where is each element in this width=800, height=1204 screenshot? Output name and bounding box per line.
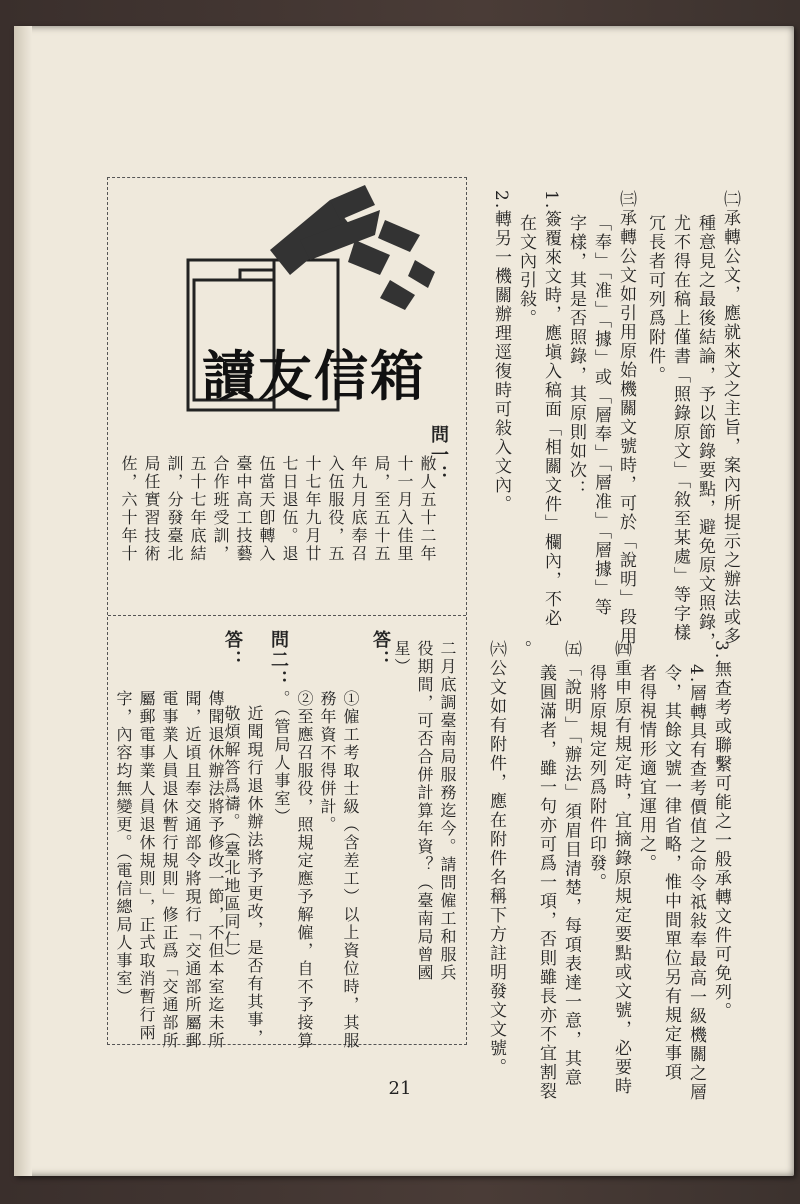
- question-1-label: 問一：: [428, 425, 449, 485]
- text-line: 敬煩解答爲禱。（臺北地區同仁）: [222, 705, 241, 967]
- text-line: 屬郵電事業人員退休規則」，正式取消暫行兩: [137, 690, 156, 1042]
- text-line: 電事業人員退休暫行規則」修正爲「交通部所: [160, 690, 179, 1050]
- text-line: 佐，六十年十: [119, 455, 138, 563]
- text-line: 尤不得在稿上僅書「照錄原文」「敘至某處」等字樣: [670, 214, 690, 643]
- page-gutter: [14, 26, 32, 1176]
- text-line: 。（管局人事室）: [272, 690, 291, 826]
- text-line: 星）: [392, 640, 411, 676]
- text-line: 十一月入佳里: [395, 455, 414, 563]
- text-line: 役期間，可否合併計算年資？（臺南局曾國: [415, 640, 434, 982]
- question-1-text: [117, 455, 439, 620]
- text-line: 傳聞退休辦法將予修改一節，不但本室迄未所: [206, 690, 225, 1050]
- text-line: ①僱工考取士級（含差工）以上資位時，其服: [341, 690, 360, 1050]
- text-line: 合作班受訓，: [211, 455, 230, 563]
- text-line: 3.無查考或聯繫可能之一般承轉文件可免列。: [711, 640, 731, 1022]
- answer-2-label: 答：: [222, 630, 243, 670]
- text-line: 入伍服役，五: [326, 455, 345, 563]
- answer-1-text: [270, 690, 362, 1050]
- text-line: 訓，分發臺北: [165, 455, 184, 563]
- text-line: 者得視情形適宜運用之。: [636, 664, 656, 873]
- text-line: 伍當天卽轉入: [257, 455, 276, 563]
- text-line: 在文內引敍。: [516, 214, 536, 328]
- mailbox-illustration: [180, 180, 445, 420]
- answer-2-text: [112, 690, 227, 1050]
- text-line: 4.層轉具有查考價值之命令祗敍奉最高一級機關之層: [686, 664, 706, 1103]
- text-line: 。: [511, 640, 531, 659]
- text-line: 得將原規定列爲附件印發。: [586, 664, 606, 892]
- mailbox-title: 讀友信箱: [202, 345, 426, 408]
- text-line: 2.轉另一機關辦理逕復時可敍入文內。: [491, 190, 511, 515]
- text-line: 冗長者可列爲附件。: [645, 214, 665, 385]
- text-line: 二月底調臺南局服務迄今。請問僱工和服兵: [438, 640, 457, 982]
- question-2-label: 問二：: [268, 630, 289, 690]
- text-line: ㈣重申原有規定時，宜摘錄原規定要點或文號，必要時: [611, 640, 631, 1096]
- text-line: 局任實習技術: [142, 455, 161, 563]
- text-line: 五十七年底結: [188, 455, 207, 563]
- text-line: 敝人五十二年: [418, 455, 437, 563]
- text-line: 種意見之最後結論，予以節錄要點，避免原文照錄，: [695, 214, 715, 651]
- text-line: 近聞現行退休辦法將予更改，是否有其事，: [245, 705, 264, 1047]
- page-number: 21: [388, 1078, 412, 1099]
- text-line: ㈤「說明」「辦法」須眉目清楚，每項表達一意，其意: [561, 640, 581, 1088]
- text-line: ㈥公文如有附件，應在附件名稱下方註明發文文號。: [486, 640, 506, 1077]
- text-line: 字，內容均無變更。（電信總局人事室）: [114, 690, 133, 1006]
- text-line: 義圓滿者，雖一句亦可爲一項，否則雖長亦不宜割裂: [536, 664, 556, 1101]
- text-line: 十七年九月廿: [303, 455, 322, 563]
- text-line: 「奉」「准」「據」或「層奉」「層准」「層據」等: [591, 214, 611, 617]
- question-1-continuation: [390, 640, 459, 1040]
- text-line: 局，至五十五: [372, 455, 391, 563]
- text-line: 務年資不得併計。: [318, 690, 337, 834]
- item-2-text: [642, 190, 742, 651]
- text-line: 年九月底奉召: [349, 455, 368, 563]
- text-line: 聞，近頃且奉交通部令將現行「交通部所屬郵: [183, 690, 202, 1050]
- text-line: ㈡承轉公文，應就來文之主旨，案內所提示之辦法或多: [720, 190, 740, 646]
- text-line: ㈢承轉公文如引用原始機關文號時，可於「說明」段用: [616, 190, 636, 646]
- items-3-to-6-text: [483, 640, 733, 1103]
- text-line: 字樣，其是否照錄，其原則如次：: [566, 214, 586, 499]
- text-line: 臺中高工技藝: [234, 455, 253, 563]
- text-line: 1.簽覆來文時，應塡入稿面「相關文件」欄內，不必: [541, 190, 561, 629]
- answer-1-label: 答：: [370, 630, 391, 670]
- item-3-text: [488, 190, 638, 646]
- text-line: ②至應召服役，照規定應予解僱，自不予接算: [295, 690, 314, 1050]
- text-line: 令，其餘文號一律省略，惟中間單位另有規定事項: [661, 664, 681, 1082]
- text-line: 七日退伍。退: [280, 455, 299, 563]
